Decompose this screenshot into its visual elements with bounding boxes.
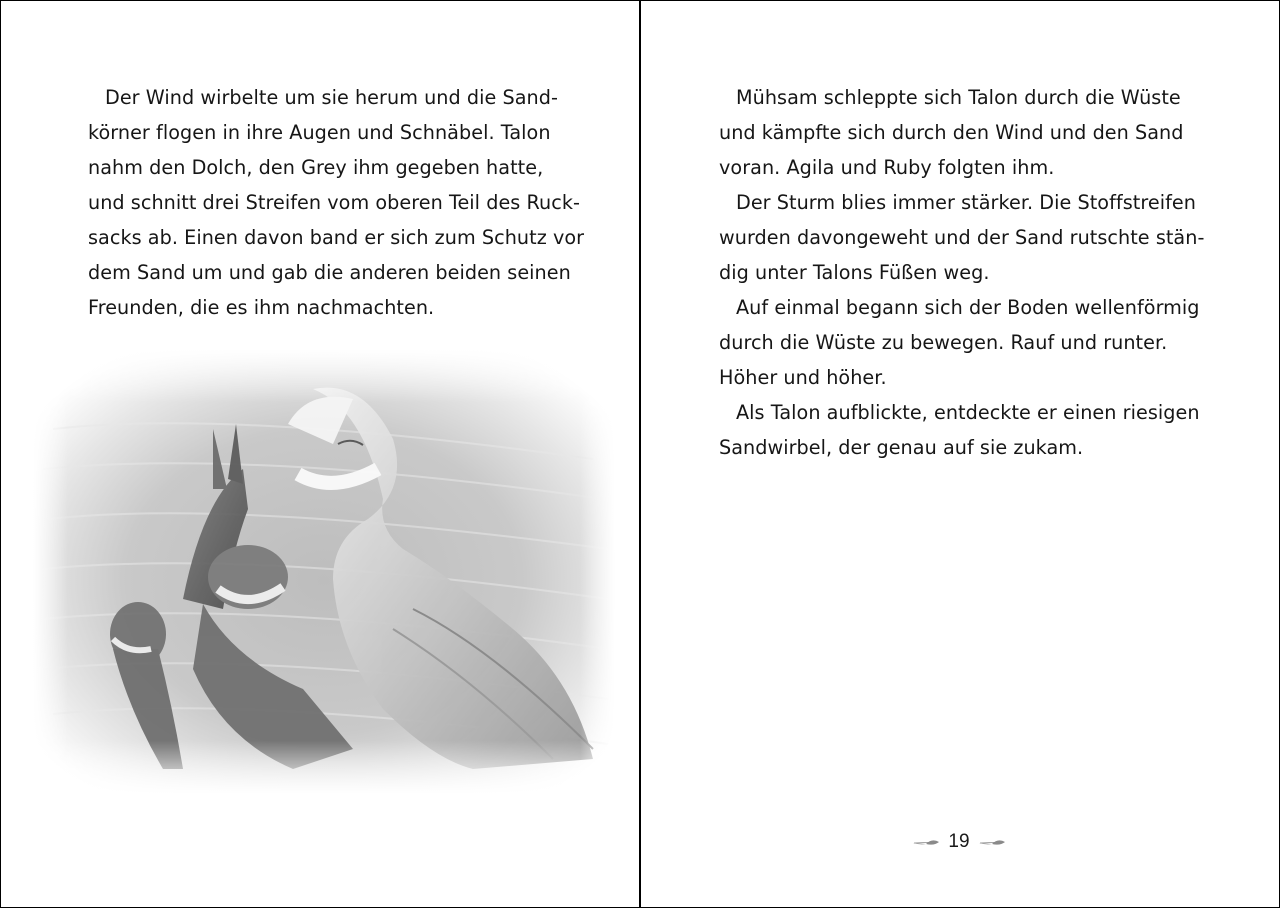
feather-ornament-left-icon xyxy=(912,836,940,848)
right-page xyxy=(641,1,1280,908)
text-line: wurden davongeweht und der Sand rutschte stän- xyxy=(719,226,1205,249)
text-line: nahm den Dolch, den Grey ihm gegeben hatte, xyxy=(88,156,544,179)
text-line: Mühsam schleppte sich Talon durch die Wüste xyxy=(736,86,1181,109)
illustration-art xyxy=(33,349,615,794)
text-line: und kämpfte sich durch den Wind und den Sand xyxy=(719,121,1184,144)
left-page-text xyxy=(88,80,588,325)
text-line: sacks ab. Einen davon band er sich zum Schutz vor xyxy=(88,226,585,249)
text-line: Auf einmal begann sich der Boden wellenförmig xyxy=(736,296,1200,319)
text-line: voran. Agila und Ruby folgten ihm. xyxy=(719,156,1055,179)
text-line: dem Sand um und gab die anderen beiden seinen xyxy=(88,261,571,284)
text-line: dig unter Talons Füßen weg. xyxy=(719,261,990,284)
text-line: und schnitt drei Streifen vom oberen Teil des Ruck- xyxy=(88,191,580,214)
text-line: Als Talon aufblickte, entdeckte er einen riesigen xyxy=(736,401,1200,424)
text-line: Sandwirbel, der genau auf sie zukam. xyxy=(719,436,1084,459)
left-page xyxy=(1,1,640,908)
page-footer xyxy=(909,828,1009,856)
feather-ornament-right-icon xyxy=(978,836,1006,848)
page-number: 19 xyxy=(948,831,970,852)
text-line: Freunden, die es ihm nachmachten. xyxy=(88,296,435,319)
right-page-text xyxy=(719,80,1219,465)
text-line: körner flogen in ihre Augen und Schnäbel. Talon xyxy=(88,121,551,144)
text-line: Der Sturm blies immer stärker. Die Stoffstreifen xyxy=(736,191,1196,214)
sandstorm-birds-illustration xyxy=(33,349,615,794)
text-line: Höher und höher. xyxy=(719,366,887,389)
text-line: Der Wind wirbelte um sie herum und die Sand- xyxy=(105,86,558,109)
text-line: durch die Wüste zu bewegen. Rauf und runter. xyxy=(719,331,1168,354)
